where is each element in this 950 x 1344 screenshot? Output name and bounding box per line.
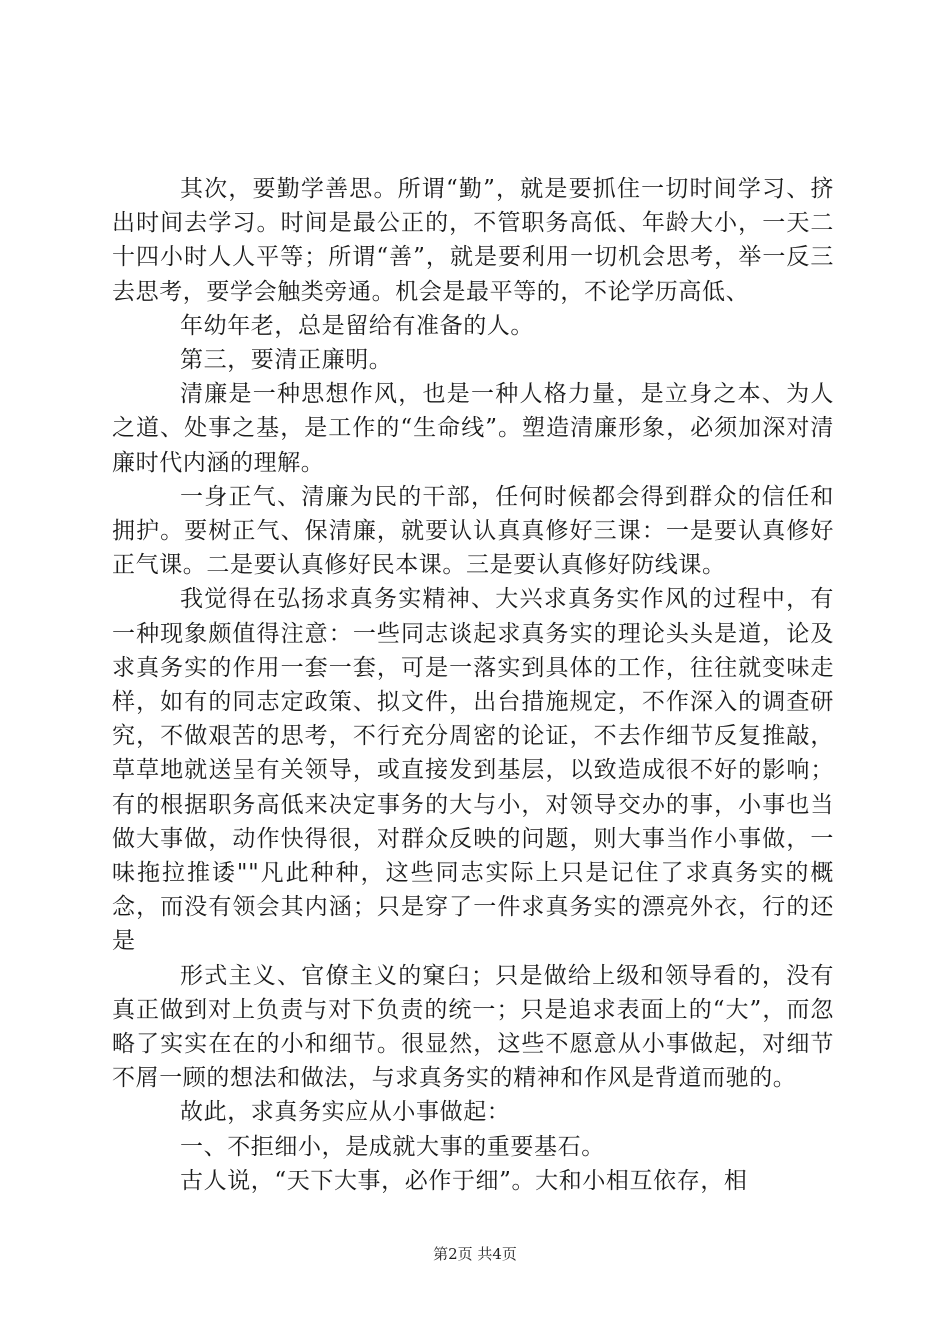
paragraph: 第三，要清正廉明。 [180,347,393,374]
paragraph: 一身正气、清廉为民的干部，任何时候都会得到群众的信任和拥护。要树正气、保清廉，就要认认真真修好三课：一是要认真修好正气课。二是要认真修好民本课。三是要认真修好防线课。 [112,483,834,579]
paragraph: 年幼年老，总是留给有准备的人。 [180,312,534,339]
paragraph: 清廉是一种思想作风，也是一种人格力量，是立身之本、为人之道、处事之基，是工作的“生命线”。塑造清廉形象，必须加深对清廉时代内涵的理解。 [112,381,834,476]
paragraph: 古人说，“天下大事，必作于细”。大和小相互依存，相 [180,1167,748,1194]
document-body [112,172,834,1198]
paragraph: 一、不拒细小，是成就大事的重要基石。 [180,1133,605,1160]
paragraph: 形式主义、官僚主义的窠臼；只是做给上级和领导看的，没有真正做到对上负责与对下负责的统一；只是追求表面上的“大”，而忽略了实实在在的小和细节。很显然，这些不愿意从小事做起，对细节不屑一顾的想法和做法，与求真务实的精神和作风是背道而驰的。 [112,962,834,1092]
paragraph: 故此，求真务实应从小事做起： [180,1099,511,1126]
page-number-footer: 第2页 共4页 [433,1245,517,1263]
paragraph: 我觉得在弘扬求真务实精神、大兴求真务实作风的过程中，有一种现象颇值得注意：一些同志谈起求真务实的理论头头是道，论及求真务实的作用一套一套，可是一落实到具体的工作，往往就变味走样，如有的同志定政策、拟文件，出台措施规定，不作深入的调查研究，不做艰苦的思考，不行充分周密的论证，不去作细节反复推敲，草草地就送呈有关领导，或直接发到基层，以致造成很不好的影响；有的根据职务高低来决定事务的大与小，对领导交办的事，小事也当做大事做，动作快得很，对群众反映的问题，则大事当作小事做，一味拖拉推诿""凡此种种，这些同志实际上只是记住了求真务实的概念，而没有领会其内涵；只是穿了一件求真务实的漂亮外衣，行的还是 [112,586,834,955]
paragraph: 其次，要勤学善思。所谓“勤”，就是要抓住一切时间学习、挤出时间去学习。时间是最公正的，不管职务高低、年龄大小，一天二十四小时人人平等；所谓“善”，就是要利用一切机会思考，举一反三去思考，要学会触类旁通。机会是最平等的，不论学历高低、 [112,176,834,305]
